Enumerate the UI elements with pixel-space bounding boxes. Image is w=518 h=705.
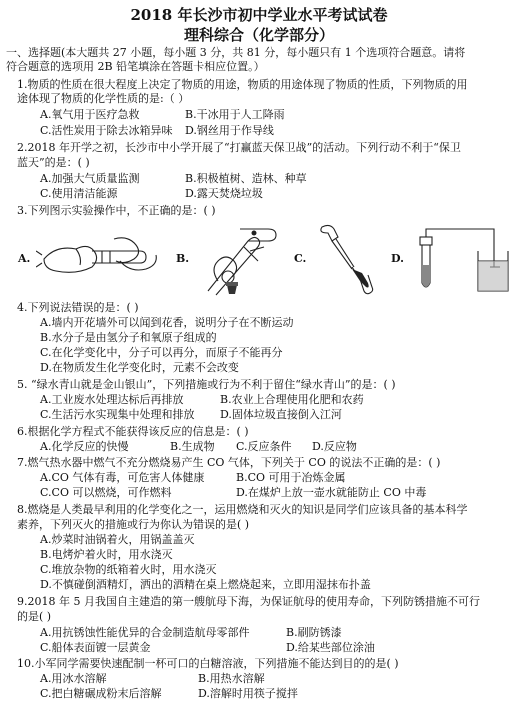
q1-option-d: D.钢丝用于作导线 <box>185 124 274 137</box>
q6-option-b: B.生成物 <box>170 440 215 453</box>
q8-option-a: A.炒菜时油锅着火，用锅盖盖灭 <box>40 533 195 546</box>
q10-stem: 10.小军同学需要快速配制一杯可口的白糖溶液，下列措施不能达到目的的是( ) <box>17 657 399 670</box>
q7-option-a: A.CO 气体有毒，可危害人体健康 <box>40 471 205 484</box>
q6-stem: 6.根据化学方程式不能获得该反应的信息是：( ) <box>17 425 249 438</box>
q10-option-b: B.用热水溶解 <box>198 672 265 685</box>
q2-stem-line-2: 蓝天”的是：( ) <box>17 156 90 169</box>
q1-option-b: B.干冰用于人工降雨 <box>185 108 285 121</box>
q10-option-a: A.用冰水溶解 <box>40 672 107 685</box>
q7-stem: 7.燃气热水器中燃气不充分燃烧易产生 CO 气体，下列关于 CO 的说法不正确的是：( ) <box>17 456 441 469</box>
q7-option-d: D.在煤炉上放一壶水就能防止 CO 中毒 <box>236 486 427 499</box>
exam-title: 2018 年长沙市初中学业水平考试试卷 <box>130 6 388 24</box>
figure-a-hands-test-tube-image <box>36 225 166 295</box>
q3-label-a: A. <box>18 252 31 265</box>
q4-option-b: B.水分子是由氢分子和氧原子组成的 <box>40 331 217 344</box>
q2-option-b: B.积极植树、造林、种草 <box>185 172 307 185</box>
q3-stem: 3.下列图示实验操作中，不正确的是：( ) <box>17 204 216 217</box>
q10-option-d: D.溶解时用筷子搅拌 <box>198 687 298 700</box>
q1-option-c: C.活性炭用于除去冰箱异味 <box>40 124 173 137</box>
q9-option-c: C.船体表面镀一层黄金 <box>40 641 151 654</box>
q2-option-d: D.露天焚烧垃圾 <box>185 187 263 200</box>
q8-stem-line-1: 8.燃烧是人类最早利用的化学变化之一，运用燃烧和灭火的知识是同学们应该具备的基本科学 <box>17 503 468 516</box>
q9-stem-line-1: 9.2018 年 5 月我国自主建造的第一艘航母下海，为保证航母的使用寿命，下列防锈措施不可行 <box>17 595 480 608</box>
q6-option-a: A.化学反应的快慢 <box>40 440 129 453</box>
stopper-image <box>224 281 240 295</box>
instructions-line-1: 一、选择题(本大题共 27 小题，每小题 3 分，共 81 分，每小题只有 1 个选项符合题意。请将 <box>6 46 466 59</box>
q10-option-c: C.把白糖碾成粉末后溶解 <box>40 687 162 700</box>
q4-option-a: A.墙内开花墙外可以闻到花香，说明分子在不断运动 <box>40 316 294 329</box>
q8-option-b: B.电烤炉着火时，用水浇灭 <box>40 548 173 561</box>
q7-option-b: B.CO 可用于冶炼金属 <box>236 471 346 484</box>
q2-stem-line-1: 2.2018 年开学之初，长沙市中小学开展了“打赢蓝天保卫战”的活动。下列行动不利于“保卫 <box>17 141 461 154</box>
q4-option-d: D.在物质发生化学变化时，元素不会改变 <box>40 361 239 374</box>
q8-option-c: C.堆放杂物的纸箱着火时，用水浇灭 <box>40 563 217 576</box>
q6-option-c: C.反应条件 <box>236 440 292 453</box>
q8-option-d: D.不慎碰倒酒精灯，洒出的酒精在桌上燃烧起来，立即用湿抹布扑盖 <box>40 578 371 591</box>
q1-stem-line-1: 1.物质的性质在很大程度上决定了物质的用途，物质的用途体现了物质的性质，下列物质的用 <box>17 78 468 91</box>
q5-option-a: A.工业废水处理达标后再排放 <box>40 393 184 406</box>
q3-label-d: D. <box>391 252 404 265</box>
q8-stem-line-2: 素养，下列灭火的措施或行为你认为错误的是( ) <box>17 518 250 531</box>
q2-option-c: C.使用清洁能源 <box>40 187 118 200</box>
figure-d-gas-apparatus-image <box>404 221 512 297</box>
exam-subtitle: 理科综合（化学部分） <box>183 26 334 44</box>
q5-option-b: B.农业上合理使用化肥和农药 <box>220 393 364 406</box>
q9-option-d: D.给某些部位涂油 <box>286 641 375 654</box>
q3-figures <box>6 221 516 299</box>
q5-option-c: C.生活污水实现集中处理和排放 <box>40 408 195 421</box>
q3-label-c: C. <box>294 252 307 265</box>
q5-stem: 5. “绿水青山就是金山银山”，下列措施或行为不利于留住“绿水青山”的是：( ) <box>17 378 396 391</box>
q1-stem-line-2: 途体现了物质的化学性质的是:（ ） <box>17 92 190 105</box>
q9-option-a: A.用抗锈蚀性能优异的合金制造航母零部件 <box>40 626 250 639</box>
q9-stem-line-2: 的是( ) <box>17 610 52 623</box>
figure-c-dropper-image <box>308 221 382 297</box>
q4-stem: 4.下列说法错误的是：( ) <box>17 301 139 314</box>
q1-option-a: A.氧气用于医疗急救 <box>40 108 140 121</box>
q6-option-d: D.反应物 <box>312 440 357 453</box>
instructions-line-2: 符合题意的选项用 2B 铅笔填涂在答题卡相应位置。） <box>6 60 265 73</box>
q9-option-b: B.刷防锈漆 <box>286 626 342 639</box>
q2-option-a: A.加强大气质量监测 <box>40 172 140 185</box>
q3-label-b: B. <box>176 252 190 265</box>
q7-option-c: C.CO 可以燃烧，可作燃料 <box>40 486 172 499</box>
q5-option-d: D.固体垃圾直接倒入江河 <box>220 408 342 421</box>
q4-option-c: C.在化学变化中，分子可以再分，而原子不能再分 <box>40 346 283 359</box>
